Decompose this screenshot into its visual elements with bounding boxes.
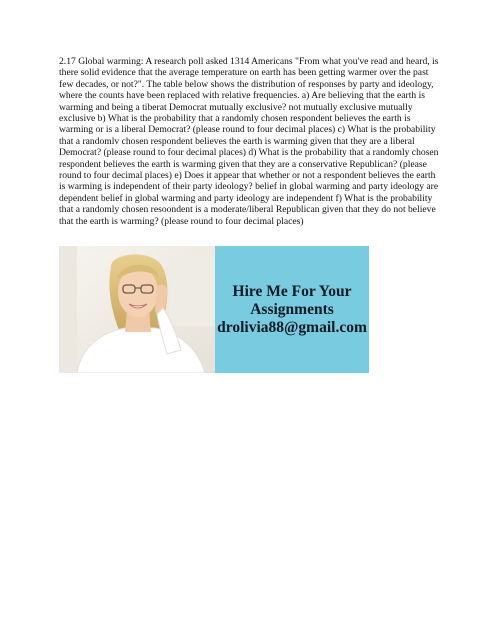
- ad-banner[interactable]: [59, 246, 369, 373]
- ad-email[interactable]: drolivia88@gmail.com: [217, 318, 367, 336]
- ad-text-panel: [215, 246, 369, 373]
- question-text: 2.17 Global warming: A research poll asked 1314 Americans "From what you've read and heard, is there solid evidence that the average temperature on earth has been getting warmer over the past few decades, or not?". The table below shows the distribution of responses by party and ideology, where the counts have been replaced with relative frequencies. a) Are believing that the earth is warming and being a tiberat Democrat mutually exclusive? not mutually exclusive mutually exclusive b) What is the probability that a randomly chosen respondent believes the earth is warming or is a liberal Democrat? (please round to four decimal places) c) What is the probability that a randomlv chosen respondent believes the earth is warming given that they are a liberal Democrat? (please round to four decimal places) d) What is the probability that a randomly chosen respondent believes the earth is warming given that they are a conservative Republican? (please round to four decimal places) e) Does it appear that whether or not a respondent believes the earth is warming is independent of their party ideology? belief in global warming and party ideology are dependent belief in global warming and party ideology are independent f) What is the probability that a randomly chosen resoondent is a moderate/liberal Republican given that they do not believe that the earth is warming? (please round to four decimal places): [59, 56, 439, 227]
- ad-subheadline: Assignments: [250, 300, 334, 318]
- ad-headline: Hire Me For Your: [232, 282, 352, 300]
- woman-photo: [59, 246, 215, 373]
